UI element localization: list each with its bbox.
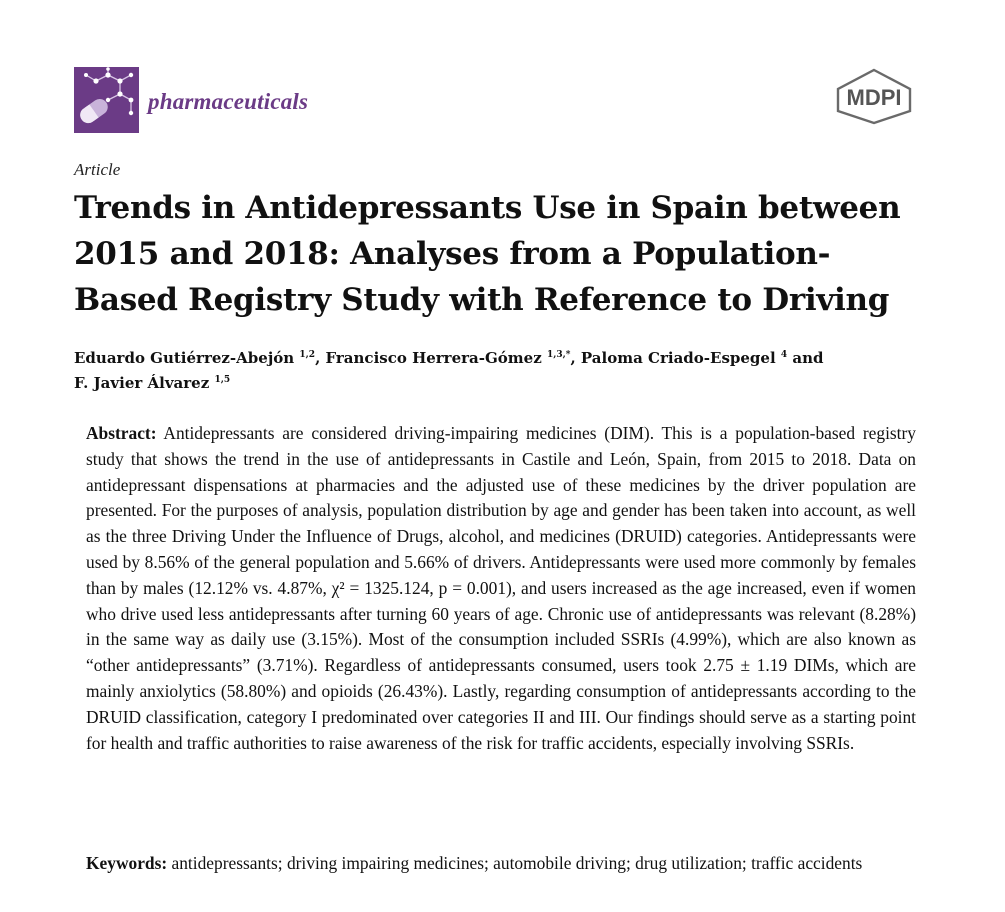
keywords <box>86 851 916 877</box>
journal-name: pharmaceuticals <box>148 89 309 114</box>
article-title: Trends in Antidepressants Use in Spain between 2015 and 2018: Analyses from a Population-Based Registry Study with Reference to Driving <box>74 190 901 318</box>
author-list <box>74 346 934 396</box>
publisher-logo <box>832 67 916 125</box>
capsule-molecule-icon <box>74 67 139 133</box>
author-separator: , <box>570 349 581 367</box>
publisher-logo-text: MDPI <box>846 85 902 110</box>
author-name: Francisco Herrera-Gómez <box>325 349 542 367</box>
author-separator: and <box>787 349 824 367</box>
keywords-label: Keywords: <box>86 853 168 873</box>
keywords-text: antidepressants; driving impairing medicines; automobile driving; drug utilization; traffic accidents <box>171 853 863 873</box>
author-name: Paloma Criado-Espegel <box>580 349 776 367</box>
author-affiliations: 1,5 <box>214 375 231 385</box>
journal-logo <box>74 67 139 133</box>
abstract <box>86 421 916 756</box>
author-affiliations: 4 <box>780 350 788 360</box>
author-affiliations: 1,2 <box>299 350 316 360</box>
abstract-text: Antidepressants are considered driving-impairing medicines (DIM). This is a population-based registry study that shows the trend in the use of antidepressants in Castile and León, Spain, from 2015 to 2018. Data on antidepressant dispensations at pharmacies and the adjusted use of these medicines by the driver population are presented. For the purposes of analysis, population distribution by age and gender has been taken into account, as well as the three Driving Under the Influence of Drugs, alcohol, and medicines (DRUID) categories. Antidepressants were used by 8.56% of the general population and 5.66% of drivers. Antidepressants were used more commonly by females than by males (12.12% vs. 4.87%, χ² = 1325.124, p = 0.001), and users increased as the age increased, even if women who drive used less antidepressants after turning 60 years of age. Chronic use of antidepressants was relevant (8.28%) in the same way as daily use (3.15%). Most of the consumption included SSRIs (4.99%), which are also known as “other antidepressants” (3.71%). Regardless of antidepressants consumed, users took 2.75 ± 1.19 DIMs, which are mainly anxiolytics (58.80%) and opioids (26.43%). Lastly, regarding consumption of antidepressants according to the DRUID classification, category I predominated over categories II and III. Our findings should serve as a starting point for health and traffic authorities to raise awareness of the risk for traffic accidents, especially involving SSRIs. <box>86 423 916 753</box>
author-name: Eduardo Gutiérrez-Abejón <box>74 349 295 367</box>
author-separator: , <box>315 349 326 367</box>
article-type: Article <box>74 160 121 179</box>
author-affiliations: 1,3,* <box>546 350 571 360</box>
abstract-label: Abstract: <box>86 423 157 443</box>
author-name: F. Javier Álvarez <box>74 374 210 392</box>
journal-header <box>74 67 919 134</box>
